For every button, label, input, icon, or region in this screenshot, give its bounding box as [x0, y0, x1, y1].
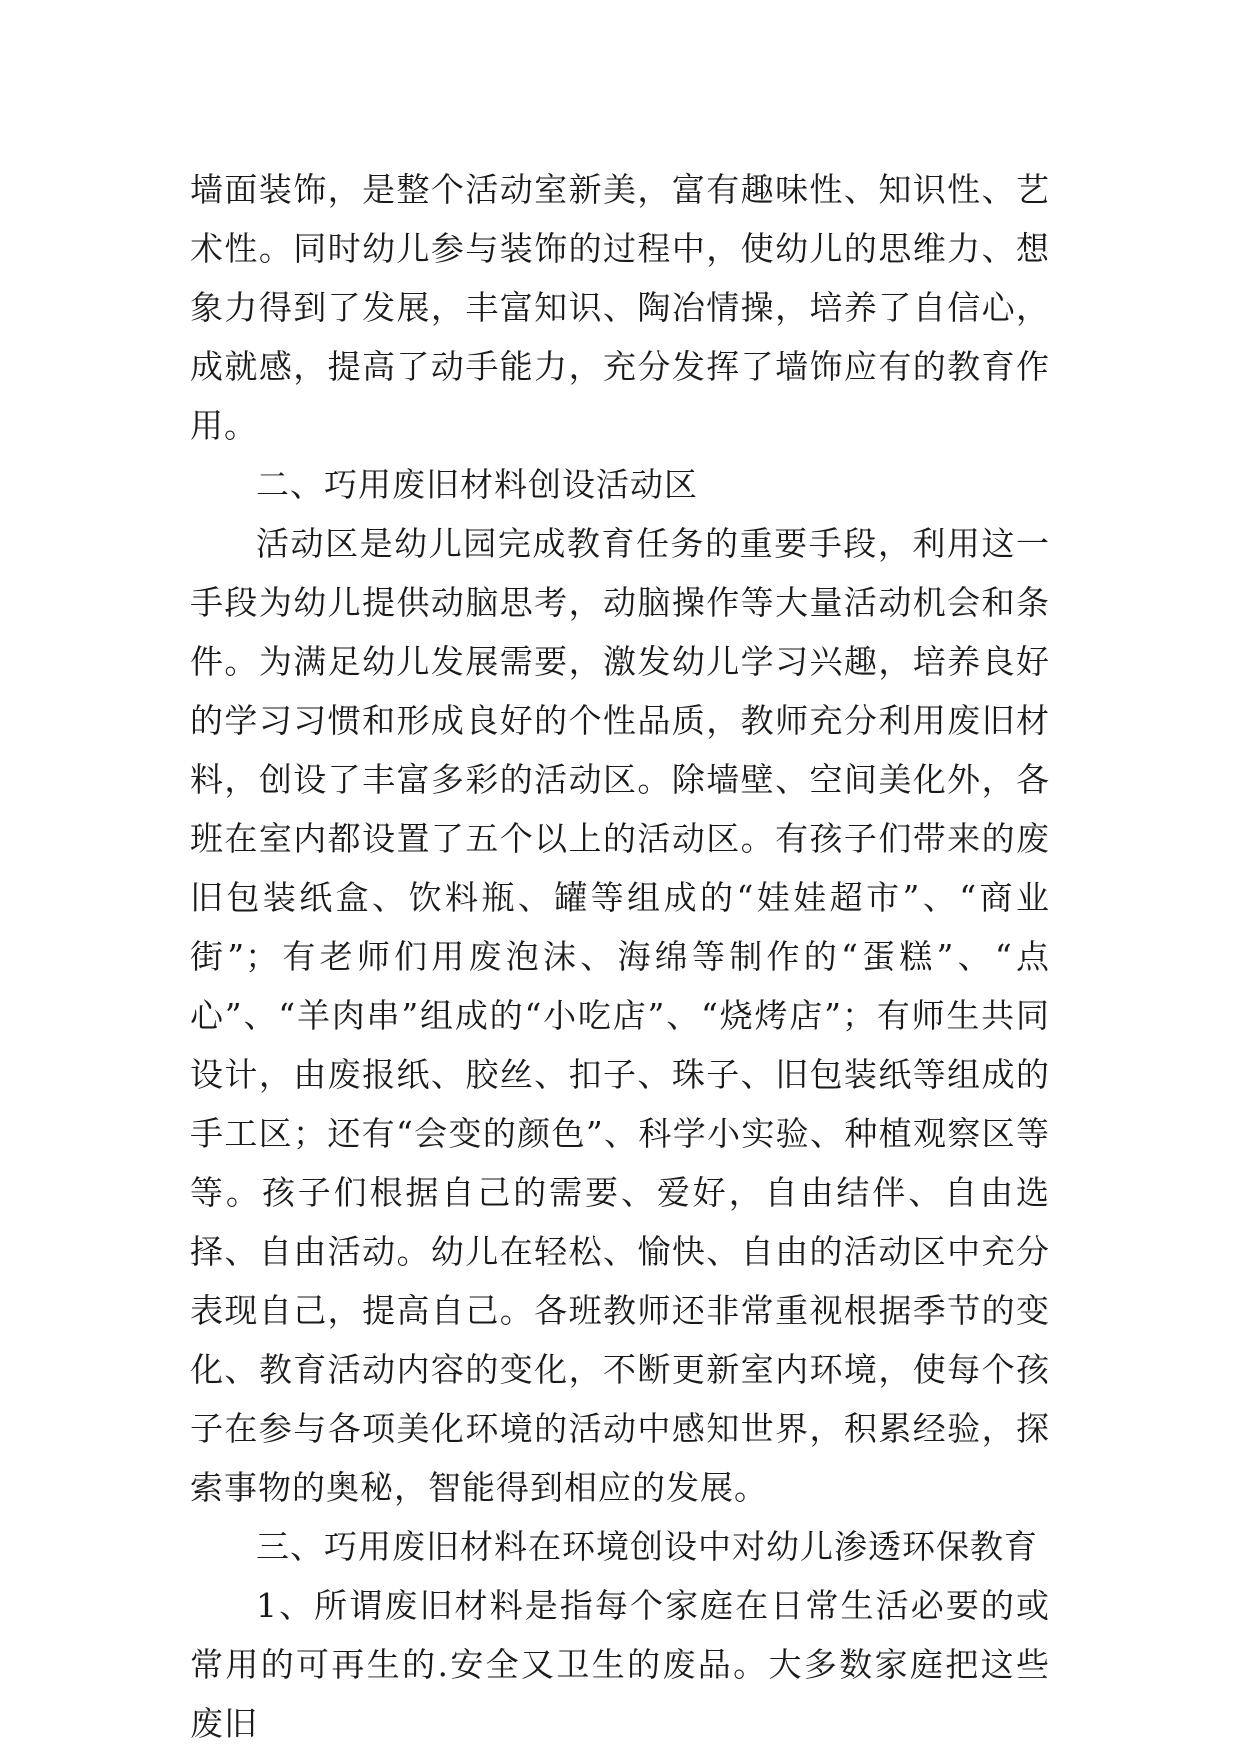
paragraph-activity-areas: 活动区是幼儿园完成教育任务的重要手段，利用这一手段为幼儿提供动脑思考，动脑操作等大量活动机会和条件。为满足幼儿发展需要，激发幼儿学习兴趣，培养良好的学习习惯和形成良好的个性品质，教师充分利用废旧材料，创设了丰富多彩的活动区。除墙壁、空间美化外，各班在室内都设置了五个以上的活动区。有孩子们带来的废旧包装纸盒、饮料瓶、罐等组成的“娃娃超市”、“商业街”；有老师们用废泡沫、海绵等制作的“蛋糕”、“点心”、“羊肉串”组成的“小吃店”、“烧烤店”；有师生共同设计，由废报纸、胶丝、扣子、珠子、旧包装纸等组成的手工区；还有“会变的颜色”、科学小实验、种植观察区等等。孩子们根据自己的需要、爱好，自由结伴、自由选择、自由活动。幼儿在轻松、愉快、自由的活动区中充分表现自己，提高自己。各班教师还非常重视根据季节的变化、教育活动内容的变化，不断更新室内环境，使每个孩子在参与各项美化环境的活动中感知世界，积累经验，探索事物的奥秘，智能得到相应的发展。 [190, 524, 1050, 1507]
section-heading-3: 三、巧用废旧材料在环境创设中对幼儿渗透环保教育 [256, 1527, 1038, 1566]
section-heading-2: 二、巧用废旧材料创设活动区 [256, 465, 698, 504]
paragraph-waste-materials: 1、所谓废旧材料是指每个家庭在日常生活必要的或常用的可再生的.安全又卫生的废品。大多数家庭把这些废旧 [190, 1586, 1050, 1743]
document-body [190, 160, 1050, 1753]
paragraph-continuation: 墙面装饰，是整个活动室新美，富有趣味性、知识性、艺术性。同时幼儿参与装饰的过程中，使幼儿的思维力、想象力得到了发展，丰富知识、陶冶情操，培养了自信心，成就感，提高了动手能力，充分发挥了墙饰应有的教育作用。 [190, 170, 1050, 445]
